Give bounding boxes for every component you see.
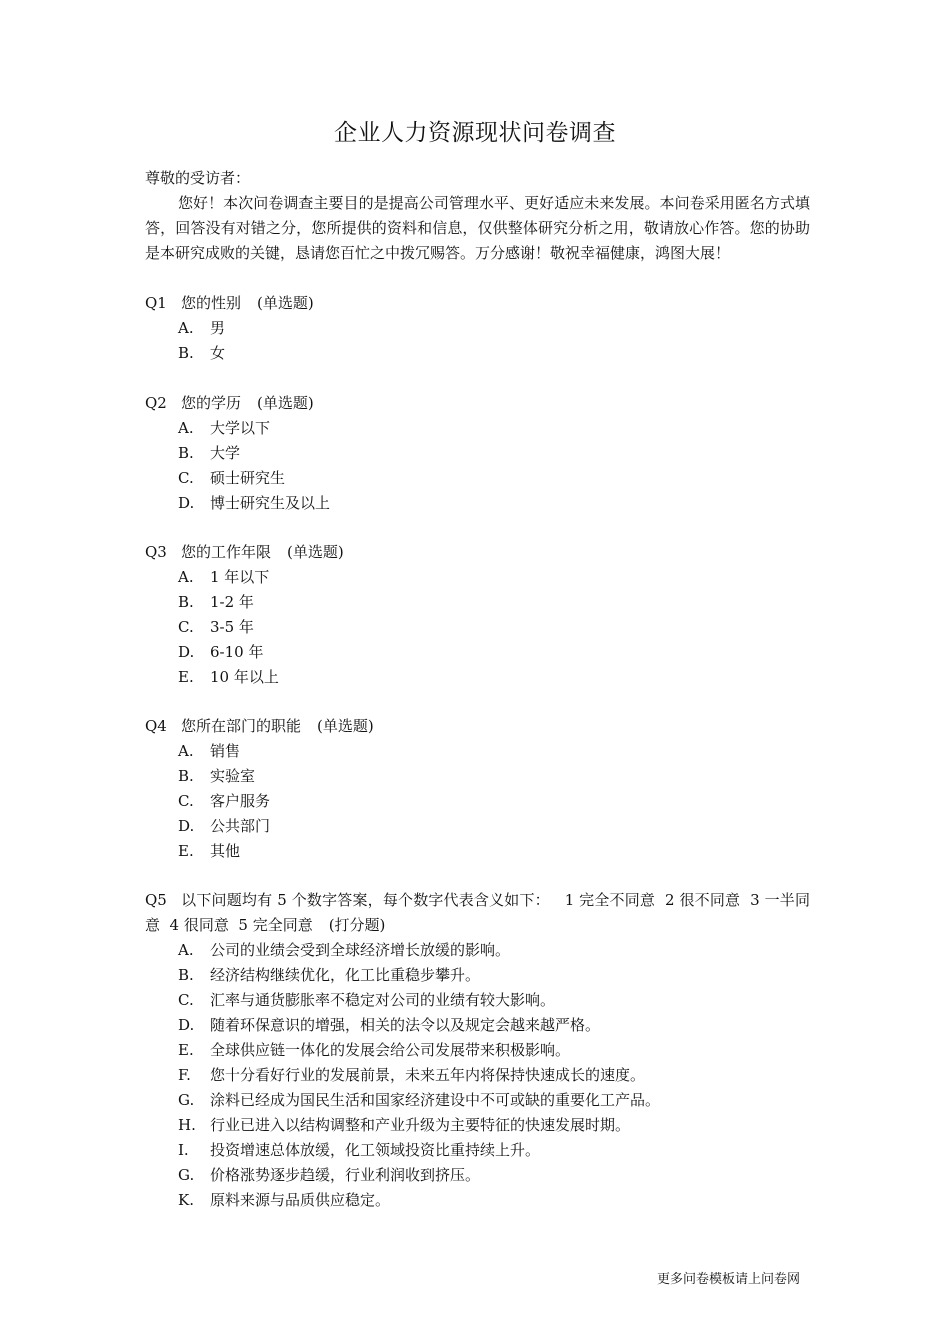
option-text: 涂料已经成为国民生活和国家经济建设中不可或缺的重要化工产品。 bbox=[210, 1091, 661, 1109]
option-list bbox=[145, 416, 810, 516]
page-title: 企业人力资源现状问卷调查 bbox=[334, 120, 616, 146]
option-letter: E. bbox=[178, 1041, 194, 1059]
option-item[interactable] bbox=[145, 491, 810, 516]
option-text: 汇率与通货膨胀率不稳定对公司的业绩有较大影响。 bbox=[210, 991, 556, 1009]
option-text: 原料来源与品质供应稳定。 bbox=[210, 1191, 391, 1209]
option-list bbox=[145, 938, 810, 1213]
question-number: Q3 bbox=[145, 543, 167, 561]
question-text: 以下问题均有 5 个数字答案，每个数字代表含义如下： 1 完全不同意 2 很不同意 3 一半同意 4 很同意 5 完全同意 bbox=[145, 891, 810, 934]
option-item[interactable] bbox=[145, 565, 810, 590]
option-letter: A. bbox=[178, 419, 194, 437]
question-type: (打分题) bbox=[328, 916, 386, 934]
question-number: Q2 bbox=[145, 394, 167, 412]
statement-item[interactable] bbox=[145, 1188, 810, 1213]
option-letter: D. bbox=[178, 494, 195, 512]
question-number: Q1 bbox=[145, 294, 167, 312]
option-text: 销售 bbox=[210, 742, 241, 760]
option-letter: G. bbox=[178, 1166, 195, 1184]
option-text: 男 bbox=[210, 319, 226, 337]
intro-paragraph: 您好！本次问卷调查主要目的是提高公司管理水平、更好适应未来发展。本问卷采用匿名方式填答，回答没有对错之分，您所提供的资料和信息，仅供整体研究分析之用，敬请放心作答。您的协助是本研究成败的关键，恳请您百忙之中拨冗赐答。万分感谢！敬祝幸福健康，鸿图大展！ bbox=[145, 194, 810, 262]
option-text: 经济结构继续优化，化工比重稳步攀升。 bbox=[210, 966, 481, 984]
option-letter: H. bbox=[178, 1116, 196, 1134]
option-letter: A. bbox=[178, 941, 194, 959]
option-item[interactable] bbox=[145, 789, 810, 814]
option-list bbox=[145, 739, 810, 864]
option-text: 公司的业绩会受到全球经济增长放缓的影响。 bbox=[210, 941, 511, 959]
option-text: 随着环保意识的增强，相关的法令以及规定会越来越严格。 bbox=[210, 1016, 601, 1034]
option-letter: D. bbox=[178, 643, 195, 661]
option-letter: C. bbox=[178, 618, 194, 636]
question-text: 您的性别 bbox=[181, 294, 242, 312]
statement-item[interactable] bbox=[145, 988, 810, 1013]
question-type: (单选题) bbox=[287, 543, 344, 561]
option-text: 行业已进入以结构调整和产业升级为主要特征的快速发展时期。 bbox=[210, 1116, 631, 1134]
option-letter: D. bbox=[178, 817, 195, 835]
option-text: 女 bbox=[210, 344, 226, 362]
option-text: 客户服务 bbox=[210, 792, 271, 810]
question-type: (单选题) bbox=[257, 394, 314, 412]
option-letter: A. bbox=[178, 568, 194, 586]
statement-item[interactable] bbox=[145, 1013, 810, 1038]
question-text: 您所在部门的职能 bbox=[181, 717, 302, 735]
question-q2 bbox=[145, 391, 810, 516]
question-q3 bbox=[145, 540, 810, 690]
option-text: 其他 bbox=[210, 842, 241, 860]
option-item[interactable] bbox=[145, 764, 810, 789]
option-item[interactable] bbox=[145, 590, 810, 615]
question-type: (单选题) bbox=[317, 717, 374, 735]
option-item[interactable] bbox=[145, 839, 810, 864]
statement-item[interactable] bbox=[145, 1138, 810, 1163]
question-header bbox=[145, 888, 810, 938]
option-text: 公共部门 bbox=[210, 817, 271, 835]
option-text: 6-10 年 bbox=[210, 643, 264, 661]
option-letter: A. bbox=[178, 742, 194, 760]
option-text: 博士研究生及以上 bbox=[210, 494, 331, 512]
option-letter: K. bbox=[178, 1191, 194, 1209]
question-header bbox=[145, 714, 810, 739]
option-text: 投资增速总体放缓，化工领域投资比重持续上升。 bbox=[210, 1141, 541, 1159]
option-letter: C. bbox=[178, 991, 194, 1009]
statement-item[interactable] bbox=[145, 1163, 810, 1188]
question-q5 bbox=[145, 888, 810, 1213]
option-text: 实验室 bbox=[210, 767, 256, 785]
option-text: 1-2 年 bbox=[210, 593, 254, 611]
footer-link[interactable]: 更多问卷模板请上问卷网 bbox=[656, 1272, 800, 1287]
option-item[interactable] bbox=[145, 416, 810, 441]
question-header bbox=[145, 391, 810, 416]
question-text: 您的学历 bbox=[181, 394, 242, 412]
option-text: 3-5 年 bbox=[210, 618, 254, 636]
option-text: 大学 bbox=[210, 444, 241, 462]
option-female[interactable] bbox=[145, 341, 810, 366]
option-male[interactable] bbox=[145, 316, 810, 341]
option-letter: C. bbox=[178, 469, 194, 487]
option-text: 1 年以下 bbox=[210, 568, 270, 586]
option-text: 硕士研究生 bbox=[210, 469, 286, 487]
question-type: (单选题) bbox=[257, 294, 314, 312]
question-q1 bbox=[145, 291, 810, 366]
option-letter: E. bbox=[178, 668, 194, 686]
option-text: 价格涨势逐步趋缓，行业利润收到挤压。 bbox=[210, 1166, 481, 1184]
option-letter: I. bbox=[178, 1141, 189, 1159]
option-text: 您十分看好行业的发展前景，未来五年内将保持快速成长的速度。 bbox=[210, 1066, 646, 1084]
statement-item[interactable] bbox=[145, 1038, 810, 1063]
salutation: 尊敬的受访者： bbox=[145, 169, 251, 187]
option-letter: C. bbox=[178, 792, 194, 810]
question-number: Q5 bbox=[145, 891, 167, 909]
question-header bbox=[145, 540, 810, 565]
question-number: Q4 bbox=[145, 717, 167, 735]
option-item[interactable] bbox=[145, 640, 810, 665]
option-text: 10 年以上 bbox=[210, 668, 279, 686]
statement-item[interactable] bbox=[145, 938, 810, 963]
option-letter: A. bbox=[178, 319, 194, 337]
option-item[interactable] bbox=[145, 739, 810, 764]
option-letter: B. bbox=[178, 444, 194, 462]
statement-item[interactable] bbox=[145, 1063, 810, 1088]
option-text: 大学以下 bbox=[210, 419, 271, 437]
option-letter: B. bbox=[178, 344, 194, 362]
option-item[interactable] bbox=[145, 466, 810, 491]
option-letter: D. bbox=[178, 1016, 195, 1034]
option-letter: B. bbox=[178, 767, 194, 785]
question-header bbox=[145, 291, 810, 316]
statement-item[interactable] bbox=[145, 1113, 810, 1138]
option-text: 全球供应链一体化的发展会给公司发展带来积极影响。 bbox=[210, 1041, 571, 1059]
statement-item[interactable] bbox=[145, 1088, 810, 1113]
option-list bbox=[145, 565, 810, 690]
option-letter: F. bbox=[178, 1066, 191, 1084]
option-item[interactable] bbox=[145, 615, 810, 640]
option-item[interactable] bbox=[145, 814, 810, 839]
question-text: 您的工作年限 bbox=[181, 543, 272, 561]
option-letter: B. bbox=[178, 966, 194, 984]
option-item[interactable] bbox=[145, 441, 810, 466]
option-letter: G. bbox=[178, 1091, 195, 1109]
option-item[interactable] bbox=[145, 665, 810, 690]
option-letter: E. bbox=[178, 842, 194, 860]
question-q4 bbox=[145, 714, 810, 864]
statement-item[interactable] bbox=[145, 963, 810, 988]
option-list bbox=[145, 316, 810, 366]
option-letter: B. bbox=[178, 593, 194, 611]
